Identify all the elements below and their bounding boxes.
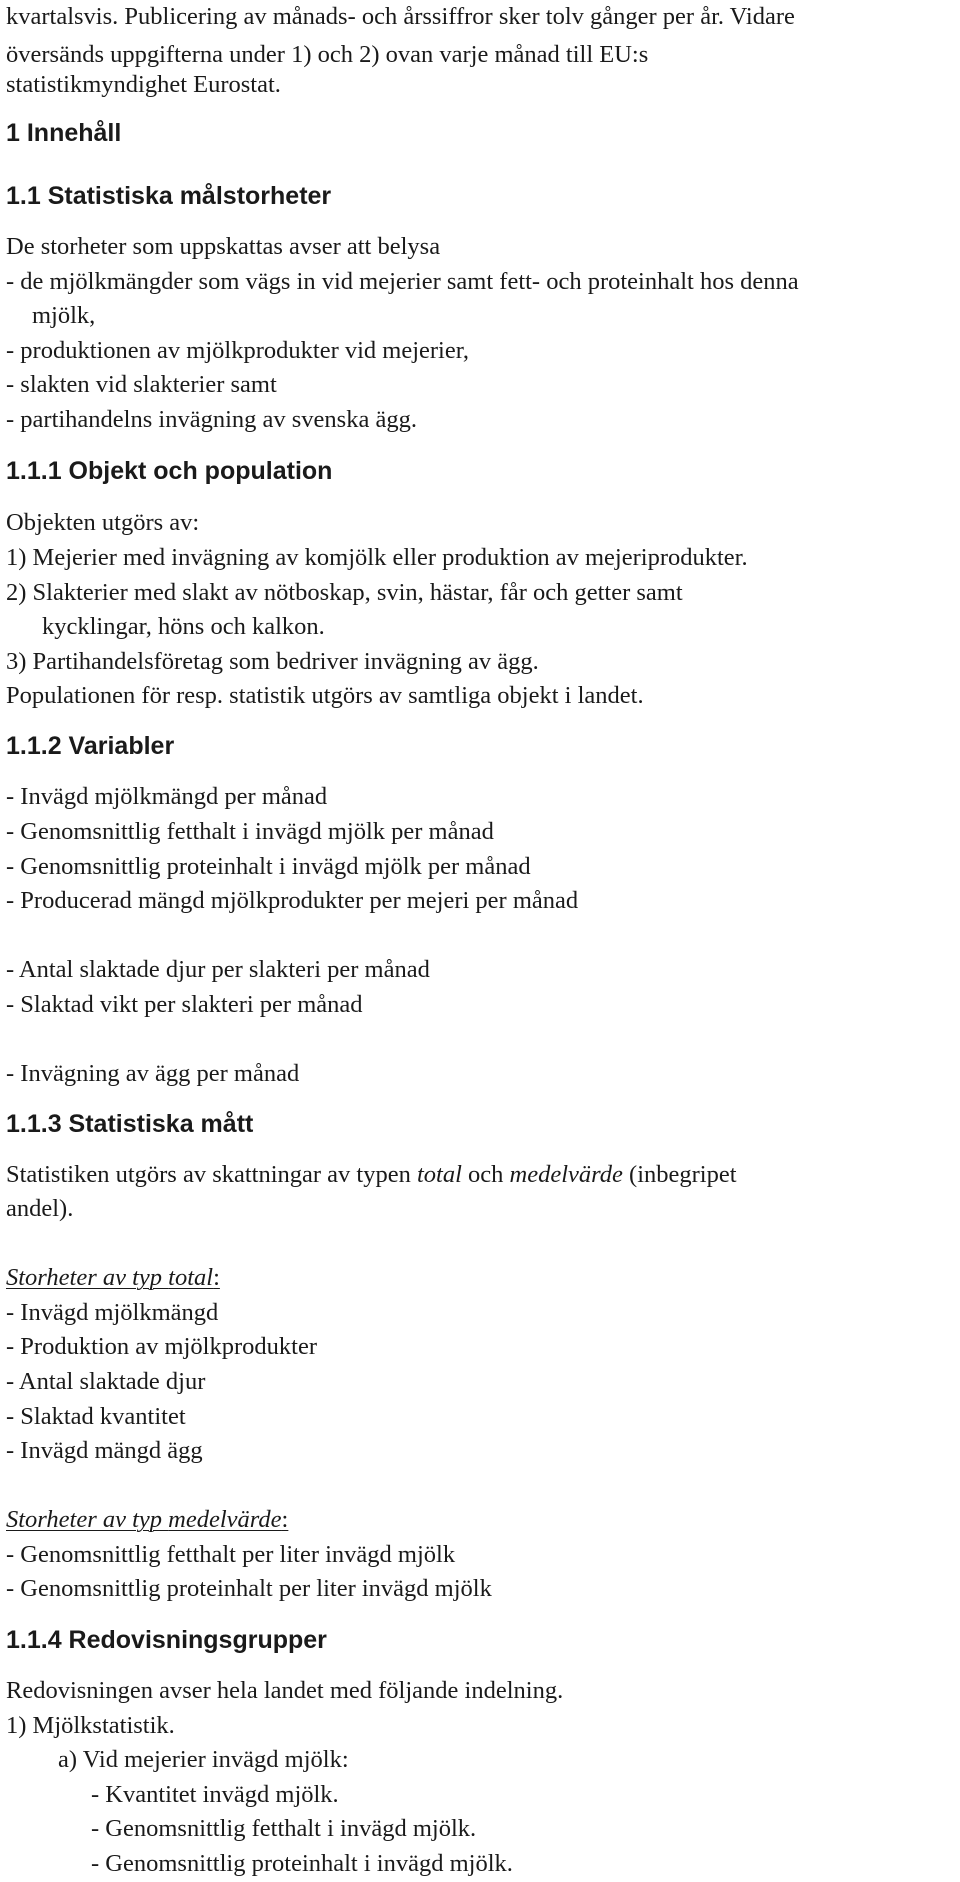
list-item: - Genomsnittlig proteinhalt i invägd mjölk. xyxy=(91,1850,513,1877)
heading-statistiska-malstorheter: 1.1 Statistiska målstorheter xyxy=(6,182,332,210)
list-item: - de mjölkmängder som vägs in vid mejerier samt fett- och proteinhalt hos denna xyxy=(6,268,799,295)
list-item: - Produktion av mjölkprodukter xyxy=(6,1333,317,1360)
list-item: - Invägning av ägg per månad xyxy=(6,1060,300,1087)
text-run-italic: Storheter av typ xyxy=(6,1506,169,1533)
list-item: 2) Slakterier med slakt av nötboskap, svin, hästar, får och getter samt xyxy=(6,579,683,606)
paragraph-line: Objekten utgörs av: xyxy=(6,509,200,536)
intro-line: kvartalsvis. Publicering av månads- och årssiffror sker tolv gånger per år. Vidare xyxy=(6,3,795,30)
text-run-italic: total xyxy=(168,1264,214,1291)
list-item: - Genomsnittlig proteinhalt per liter invägd mjölk xyxy=(6,1575,492,1602)
text-run: : xyxy=(281,1506,289,1533)
paragraph-line: Populationen för resp. statistik utgörs av samtliga objekt i landet. xyxy=(6,682,644,709)
text-run: : xyxy=(213,1264,220,1291)
heading-statistiska-matt: 1.1.3 Statistiska mått xyxy=(6,1110,254,1138)
paragraph-line xyxy=(6,1160,737,1190)
heading-variabler: 1.1.2 Variabler xyxy=(6,732,175,760)
list-item: - Kvantitet invägd mjölk. xyxy=(91,1781,339,1808)
list-item: - Antal slaktade djur xyxy=(6,1368,206,1395)
list-item: - Genomsnittlig fetthalt i invägd mjölk. xyxy=(91,1815,477,1842)
list-item: - Antal slaktade djur per slakteri per månad xyxy=(6,956,430,983)
paragraph-line: De storheter som uppskattas avser att belysa xyxy=(6,233,441,260)
text-run: (inbegripet xyxy=(622,1161,737,1188)
paragraph-line: Redovisningen avser hela landet med följande indelning. xyxy=(6,1677,564,1704)
list-item: - Genomsnittlig fetthalt i invägd mjölk per månad xyxy=(6,818,494,845)
list-item-continuation: mjölk, xyxy=(32,302,96,329)
list-item-continuation: kycklingar, höns och kalkon. xyxy=(42,613,325,640)
list-item: - partihandelns invägning av svenska ägg. xyxy=(6,406,417,433)
text-run-italic: Storheter av typ xyxy=(6,1264,169,1291)
intro-line: översänds uppgifterna under 1) och 2) ovan varje månad till EU:s xyxy=(6,41,649,68)
subheading-medelvarde xyxy=(6,1505,288,1535)
heading-innehall: 1 Innehåll xyxy=(6,119,122,147)
paragraph-line: andel). xyxy=(6,1195,74,1222)
list-item: - produktionen av mjölkprodukter vid mejerier, xyxy=(6,337,470,364)
list-item: 1) Mjölkstatistik. xyxy=(6,1712,175,1739)
text-run-italic: medelvärde xyxy=(168,1506,282,1533)
list-item: - Genomsnittlig fetthalt per liter invägd mjölk xyxy=(6,1541,456,1568)
subheading-total xyxy=(6,1263,220,1293)
list-item: - Invägd mjölkmängd per månad xyxy=(6,783,328,810)
list-item: 1) Mejerier med invägning av komjölk eller produktion av mejeriprodukter. xyxy=(6,544,748,571)
list-item: - Invägd mjölkmängd xyxy=(6,1299,219,1326)
intro-line: statistikmyndighet Eurostat. xyxy=(6,71,281,98)
text-run-italic: medelvärde xyxy=(509,1161,623,1188)
heading-objekt-och-population: 1.1.1 Objekt och population xyxy=(6,457,333,485)
list-item: - Genomsnittlig proteinhalt i invägd mjölk per månad xyxy=(6,853,531,880)
list-item: - Slaktad kvantitet xyxy=(6,1403,186,1430)
list-item: a) Vid mejerier invägd mjölk: xyxy=(58,1746,349,1773)
list-item: - Slaktad vikt per slakteri per månad xyxy=(6,991,363,1018)
list-item: - Invägd mängd ägg xyxy=(6,1437,203,1464)
text-run: Statistiken utgörs av skattningar av typen xyxy=(6,1161,417,1188)
heading-redovisningsgrupper: 1.1.4 Redovisningsgrupper xyxy=(6,1626,327,1654)
list-item: 3) Partihandelsföretag som bedriver invägning av ägg. xyxy=(6,648,539,675)
list-item: - slakten vid slakterier samt xyxy=(6,371,277,398)
text-run: och xyxy=(461,1161,510,1188)
text-run-italic: total xyxy=(417,1161,462,1188)
list-item: - Producerad mängd mjölkprodukter per mejeri per månad xyxy=(6,887,579,914)
